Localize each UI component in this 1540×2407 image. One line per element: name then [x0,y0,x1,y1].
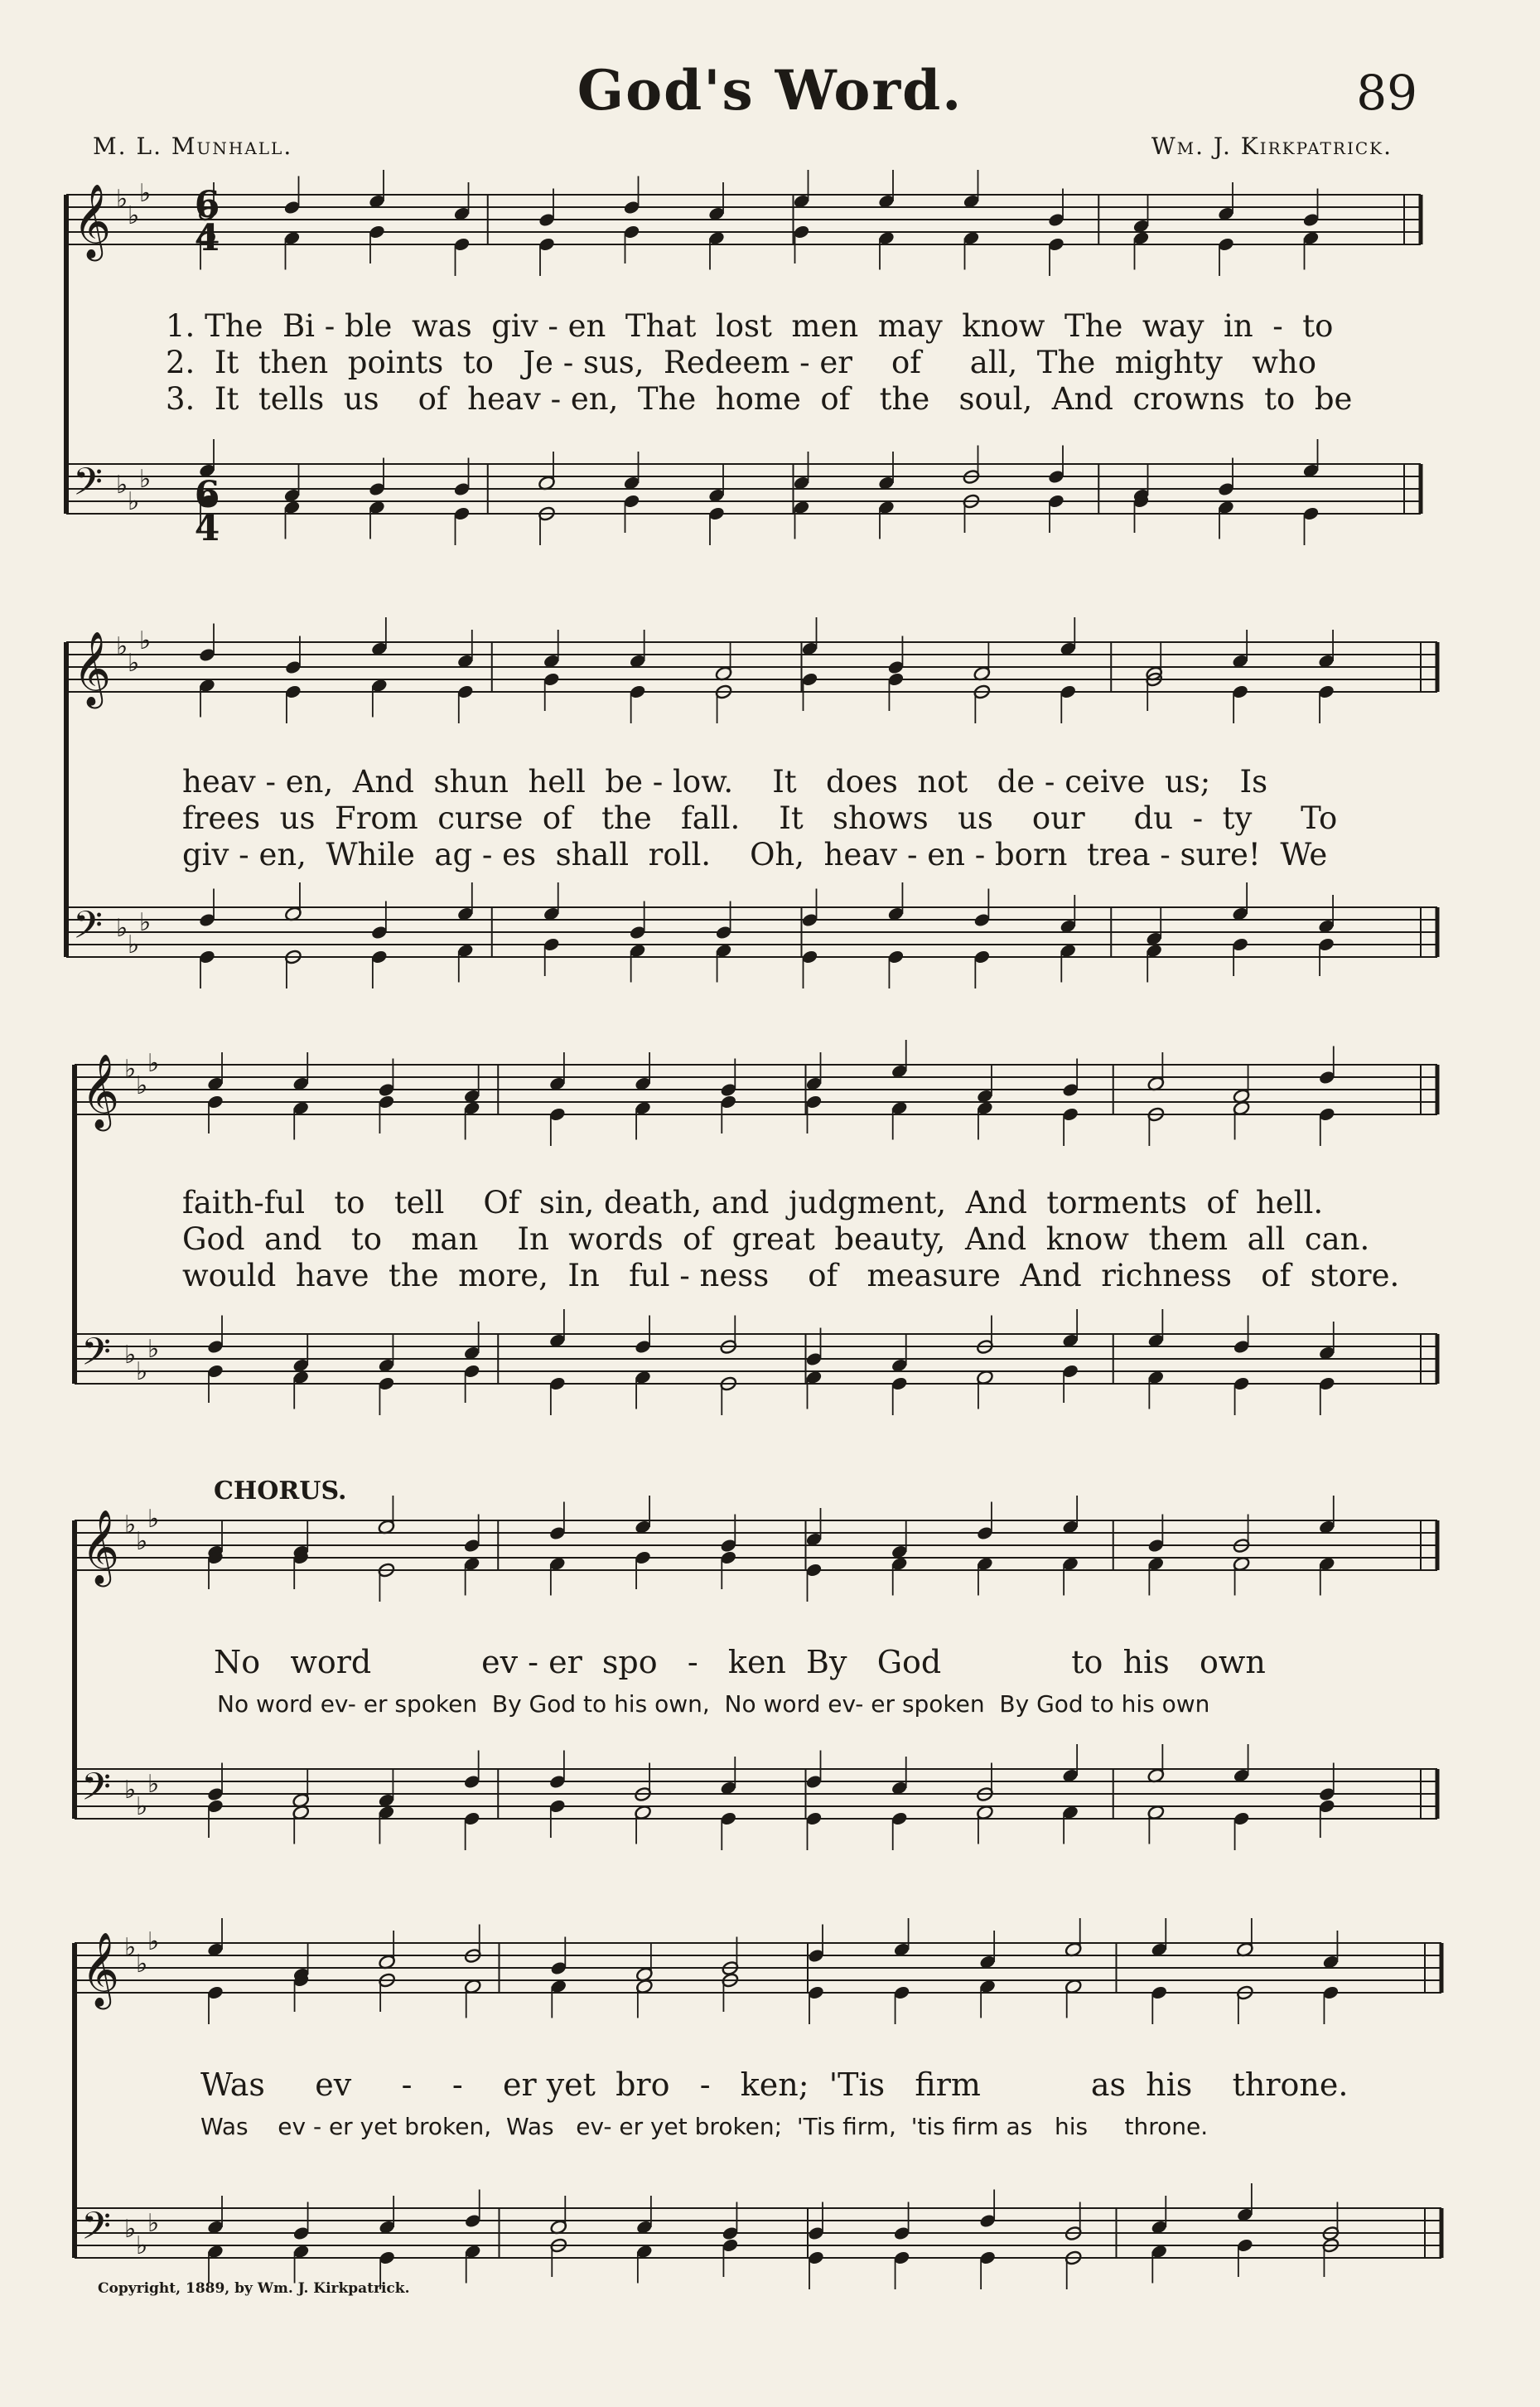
chorus-lyric-line1: No word ev - er spo - ken By God to his own [214,1644,1266,1680]
time-signature-treble: 6 4 [194,184,220,259]
flat-sign-icon: ♭ [139,626,152,655]
flat-sign-icon: ♭ [124,1055,137,1084]
flat-sign-icon: ♭ [124,1341,137,1370]
flat-sign-icon: ♭ [128,649,140,678]
hymn-title: God's Word. [577,58,963,123]
treble-clef-icon: 𝄞 [73,631,112,706]
lyric-verse1-line2: heav - en, And shun hell be - low. It does not de - ceive us; Is [182,764,1268,800]
chorus-lyric-line2: Was ev - - er yet bro - ken; 'Tis firm as his throne. [200,2066,1349,2103]
flat-sign-icon: ♭ [147,2209,160,2238]
bass-clef-icon: 𝄢 [73,903,104,957]
flat-sign-icon: ♭ [136,1950,148,1979]
bass-clef-icon: 𝄢 [81,2204,112,2258]
flat-sign-icon: ♭ [136,1792,148,1821]
flat-sign-icon: ♭ [139,908,152,937]
flat-sign-icon: ♭ [139,179,152,208]
flat-sign-icon: ♭ [124,1933,137,1962]
bass-clef-icon: 𝄢 [81,1330,112,1384]
flat-sign-icon: ♭ [124,2215,137,2244]
flat-sign-icon: ♭ [147,1927,160,1956]
flat-sign-icon: ♭ [116,185,128,214]
lyric-verse2-line3: God and to man In words of great beauty, And know them all can. [182,1221,1370,1257]
flat-sign-icon: ♭ [136,2231,148,2260]
flat-sign-icon: ♭ [147,1770,160,1799]
flat-sign-icon: ♭ [136,1071,148,1100]
flat-sign-icon: ♭ [136,1527,148,1556]
flat-sign-icon: ♭ [116,632,128,661]
flat-sign-icon: ♭ [116,471,128,500]
time-signature-bass: 6 4 [194,474,220,549]
flat-sign-icon: ♭ [128,201,140,230]
lyric-verse3-line1: 3. It tells us of heav - en, The home of the soul, And crowns to be [166,381,1353,417]
lyric-verse3-line2: giv - en, While ag - es shall roll. Oh, heav - en - born trea - sure! We [182,837,1328,872]
copyright-notice: Copyright, 1889, by Wm. J. Kirkpatrick. [98,2280,410,2297]
flat-sign-icon: ♭ [147,1049,160,1078]
chorus-label: CHORUS. [214,1477,347,1506]
treble-clef-icon: 𝄞 [81,1510,120,1584]
treble-clef-icon: 𝄞 [81,1932,120,2007]
flat-sign-icon: ♭ [147,1505,160,1534]
lyric-verse2-line2: frees us From curse of the fall. It shows us our du - ty To [182,800,1338,836]
flat-sign-icon: ♭ [147,1335,160,1364]
flat-sign-icon: ♭ [128,487,140,516]
flat-sign-icon: ♭ [116,914,128,943]
chorus-lyric-line2-small: Was ev - er yet broken, Was ev- er yet broken; 'Tis firm, 'tis firm as his throne. [200,2113,1209,2140]
bass-clef-icon: 𝄢 [81,1765,112,1819]
page-number: 89 [1356,65,1417,121]
lyric-verse1-line1: 1. The Bi - ble was giv - en That lost men may know The way in - to [166,308,1334,344]
flat-sign-icon: ♭ [136,1357,148,1386]
lyric-verse1-line3: faith-ful to tell Of sin, death, and judgment, And torments of hell. [182,1185,1324,1220]
bass-clef-icon: 𝄢 [73,460,104,514]
flat-sign-icon: ♭ [124,1776,137,1805]
composer-credit: Wm. J. Kirkpatrick. [1151,133,1393,160]
treble-clef-icon: 𝄞 [81,1054,120,1129]
flat-sign-icon: ♭ [139,465,152,494]
chorus-lyric-line1-small: No word ev- er spoken By God to his own, No word ev- er spoken By God to his own [217,1690,1210,1718]
lyric-verse2-line1: 2. It then points to Je - sus, Redeem - er of all, The mighty who [166,345,1316,380]
treble-clef-icon: 𝄞 [73,184,112,259]
lyric-verse3-line3: would have the more, In ful - ness of measure And richness of store. [182,1258,1400,1293]
lyricist-credit: M. L. Munhall. [93,133,293,160]
flat-sign-icon: ♭ [124,1510,137,1539]
flat-sign-icon: ♭ [128,930,140,959]
